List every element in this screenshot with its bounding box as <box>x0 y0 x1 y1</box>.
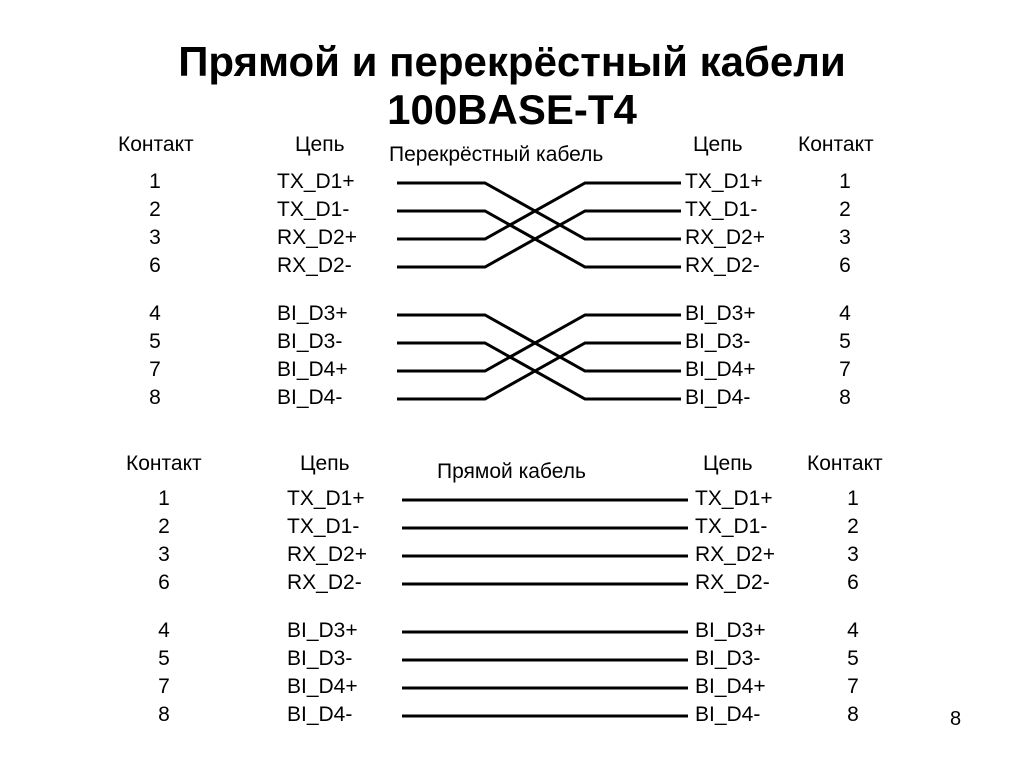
straight-right-pin: 5 <box>847 647 859 670</box>
straight-right-pin: 3 <box>847 543 859 566</box>
straight-left-signal: BI_D4- <box>287 703 353 726</box>
crossover-left-signal: BI_D3- <box>277 330 343 353</box>
crossover-right-signal: BI_D3+ <box>685 302 756 325</box>
straight-left-signal: TX_D1- <box>287 515 360 538</box>
crossover-left-signal: BI_D4+ <box>277 358 348 381</box>
slide-subtitle: 100BASE-T4 <box>387 86 637 133</box>
crossover-right-signal: TX_D1- <box>685 198 758 221</box>
crossover-left-signal: RX_D2+ <box>277 226 357 249</box>
straight-left-signal: RX_D2- <box>287 571 362 594</box>
crossover-left-pin: 7 <box>149 358 161 381</box>
crossover-right-signal: BI_D4+ <box>685 358 756 381</box>
crossover-left-pin: 2 <box>149 198 161 221</box>
crossover-right-signal: TX_D1+ <box>685 170 763 193</box>
straight-left-pin: 3 <box>158 543 170 566</box>
crossover-right-pin: 3 <box>839 226 851 249</box>
crossover-left-pin: 4 <box>149 302 161 325</box>
straight-right-signal: RX_D2+ <box>695 543 775 566</box>
straight-left-pin: 7 <box>158 675 170 698</box>
straight-right-pin: 6 <box>847 571 859 594</box>
straight-left-signal: BI_D4+ <box>287 675 358 698</box>
crossover-left-pin: 1 <box>149 170 161 193</box>
straight-left-signal: RX_D2+ <box>287 543 367 566</box>
straight-right-signal: BI_D3+ <box>695 619 766 642</box>
straight-right-contact-header: Контакт <box>807 452 883 475</box>
crossover-right-pin: 8 <box>839 386 851 409</box>
straight-caption: Прямой кабель <box>437 460 586 483</box>
page-number: 8 <box>950 708 962 730</box>
crossover-right-signal: RX_D2+ <box>685 226 765 249</box>
straight-left-pin: 8 <box>158 703 170 726</box>
slide-title: Прямой и перекрёстный кабели <box>178 38 846 85</box>
crossover-left-pin: 3 <box>149 226 161 249</box>
straight-right-pin: 2 <box>847 515 859 538</box>
straight-left-signal: TX_D1+ <box>287 487 365 510</box>
straight-right-signal: TX_D1+ <box>695 487 773 510</box>
straight-left-contact-header: Контакт <box>126 452 202 475</box>
straight-left-pin: 6 <box>158 571 170 594</box>
crossover-left-signal: TX_D1+ <box>277 170 355 193</box>
crossover-left-signal: BI_D3+ <box>277 302 348 325</box>
crossover-left-pin: 6 <box>149 254 161 277</box>
crossover-left-contact-header: Контакт <box>118 133 194 156</box>
crossover-caption: Перекрёстный кабель <box>389 143 604 166</box>
straight-right-signal: BI_D4+ <box>695 675 766 698</box>
crossover-right-pin: 6 <box>839 254 851 277</box>
crossover-right-signal: BI_D4- <box>685 386 751 409</box>
straight-right-signal: BI_D3- <box>695 647 761 670</box>
straight-left-circuit-header: Цепь <box>300 452 350 475</box>
crossover-right-pin: 2 <box>839 198 851 221</box>
straight-right-pin: 8 <box>847 703 859 726</box>
crossover-right-pin: 7 <box>839 358 851 381</box>
crossover-right-circuit-header: Цепь <box>693 133 743 156</box>
crossover-right-pin: 5 <box>839 330 851 353</box>
crossover-left-pin: 5 <box>149 330 161 353</box>
crossover-left-signal: TX_D1- <box>277 198 350 221</box>
straight-right-signal: RX_D2- <box>695 571 770 594</box>
straight-left-pin: 1 <box>158 487 170 510</box>
straight-right-circuit-header: Цепь <box>703 452 753 475</box>
straight-right-pin: 1 <box>847 487 859 510</box>
crossover-right-contact-header: Контакт <box>798 133 874 156</box>
straight-right-pin: 7 <box>847 675 859 698</box>
straight-right-signal: TX_D1- <box>695 515 768 538</box>
straight-left-pin: 4 <box>158 619 170 642</box>
straight-left-signal: BI_D3+ <box>287 619 358 642</box>
straight-right-signal: BI_D4- <box>695 703 761 726</box>
straight-left-pin: 2 <box>158 515 170 538</box>
crossover-right-signal: BI_D3- <box>685 330 751 353</box>
straight-left-signal: BI_D3- <box>287 647 353 670</box>
crossover-left-circuit-header: Цепь <box>295 133 345 156</box>
straight-right-pin: 4 <box>847 619 859 642</box>
crossover-left-signal: RX_D2- <box>277 254 352 277</box>
crossover-left-pin: 8 <box>149 386 161 409</box>
crossover-left-signal: BI_D4- <box>277 386 343 409</box>
crossover-right-signal: RX_D2- <box>685 254 760 277</box>
crossover-right-pin: 4 <box>839 302 851 325</box>
straight-left-pin: 5 <box>158 647 170 670</box>
crossover-right-pin: 1 <box>839 170 851 193</box>
